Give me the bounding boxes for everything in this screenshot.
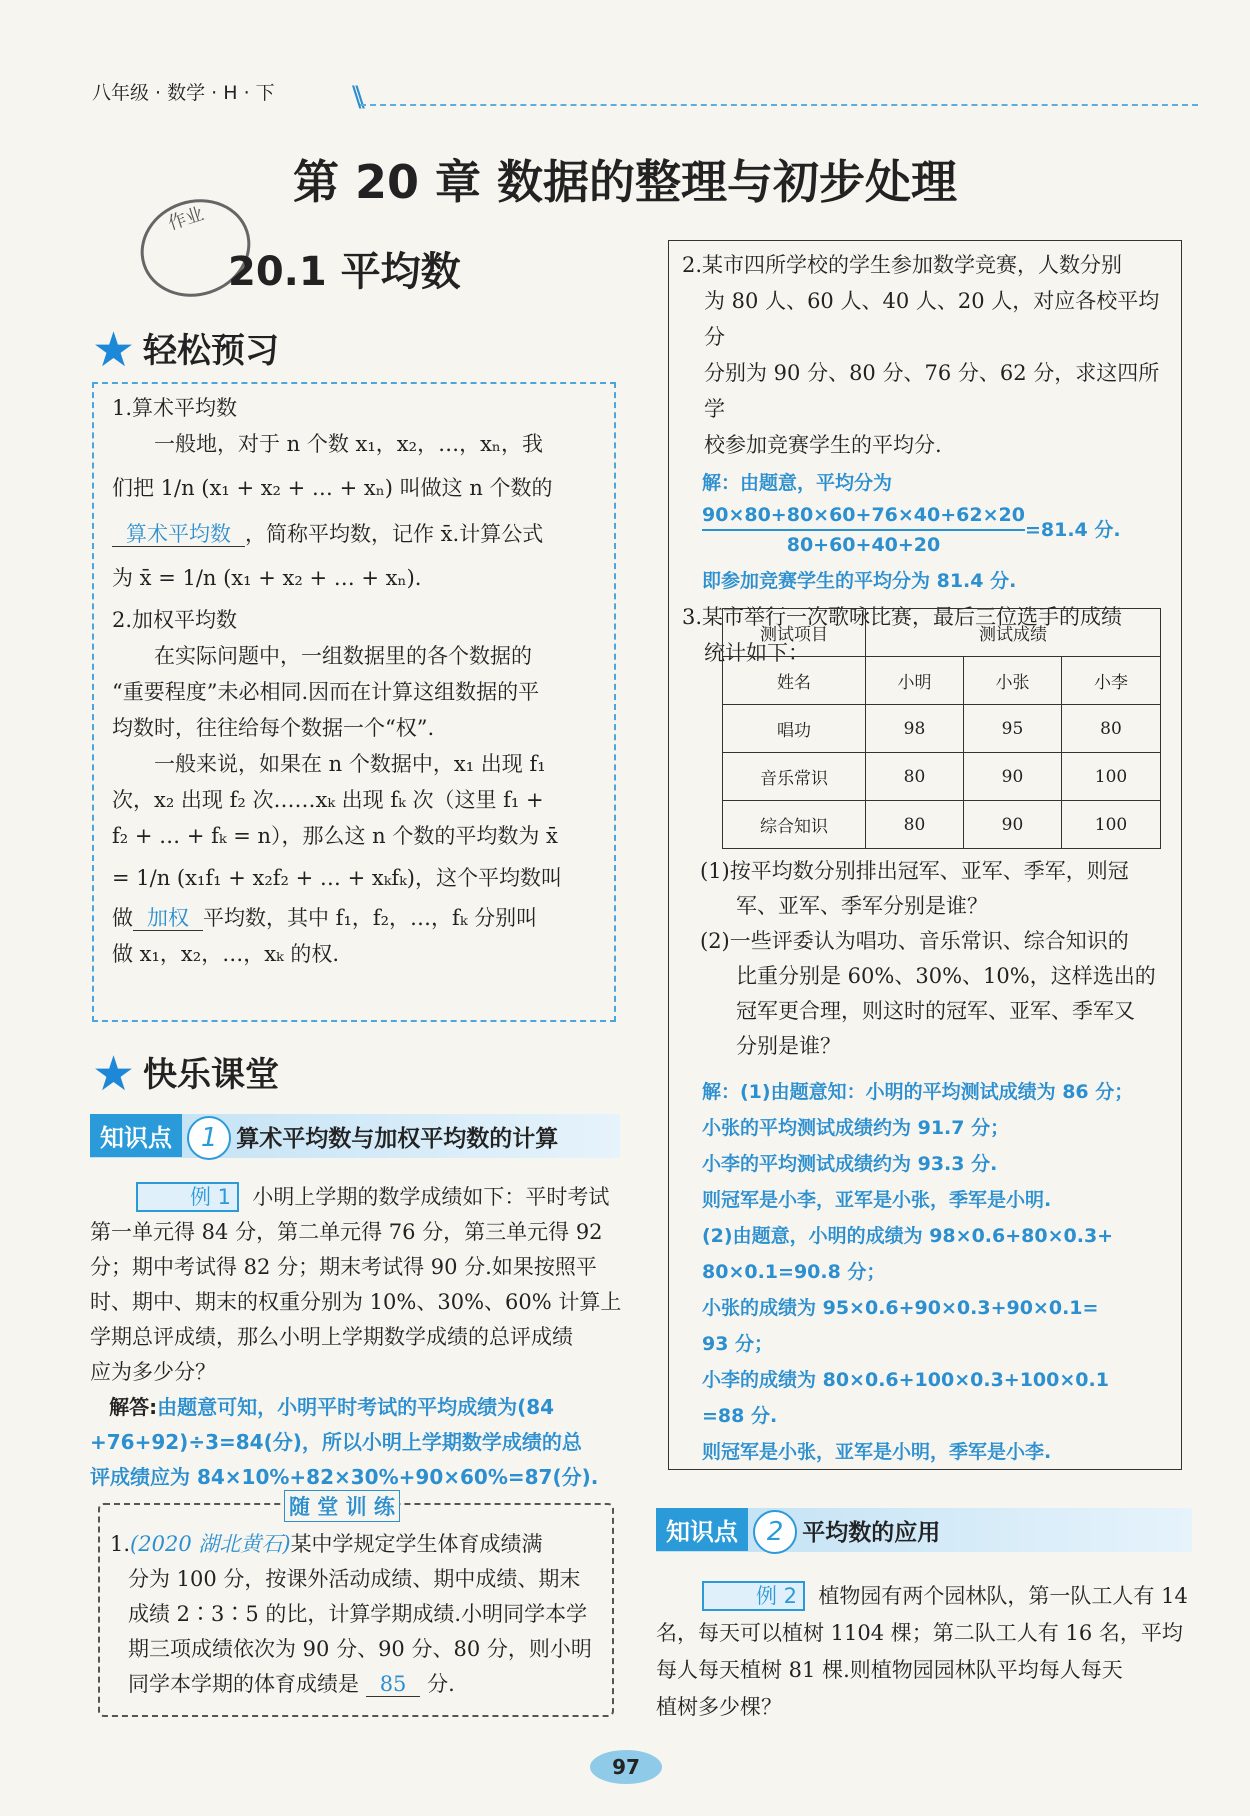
table-header-score: 测试成绩	[866, 609, 1161, 657]
arith-line-1: 一般地，对于 n 个数 x₁，x₂，…，xₙ，我	[154, 432, 544, 456]
practice-line-1: 1.(2020 湖北黄石)某中学规定学生体育成绩满	[110, 1532, 543, 1556]
page-number: 97	[590, 1750, 662, 1784]
q3-line-1: 3.某市举行一次歌咏比赛，最后三位选手的成绩	[682, 605, 1123, 629]
ex2-line-4: 植树多少棵？	[656, 1695, 782, 1719]
weighted-line-9: 做 x₁，x₂，…，xₖ 的权.	[112, 942, 340, 966]
preview-heading: ★ 轻松预习	[92, 322, 280, 378]
table-cell: 100	[1062, 753, 1161, 801]
practice-source: (2020 湖北黄石)	[130, 1532, 291, 1556]
table-row-label: 综合知识	[723, 801, 866, 849]
kp2-title: 平均数的应用	[802, 1520, 941, 1546]
q2-result: =81.4 分.	[1024, 519, 1121, 541]
q3-solution-6: 80×0.1=90.8 分；	[702, 1261, 886, 1283]
arith-line-2: 们把 1/n (x₁ + x₂ + … + xₙ) 叫做这 n 个数的	[112, 476, 553, 500]
example-2	[656, 1578, 1192, 1726]
table-cell: 95	[964, 705, 1062, 753]
ex1-answer-1: 解答:由题意可知，小明平时考试的平均成绩为(84	[109, 1395, 555, 1419]
ex2-line-3: 每人每天植树 81 棵.则植物园园林队平均每人每天	[656, 1658, 1123, 1682]
kp1-number: 1	[187, 1116, 231, 1160]
q3-solution-2: 小张的平均测试成绩约为 91.7 分；	[702, 1117, 1010, 1139]
kp1-tag: 知识点	[90, 1114, 182, 1157]
q2-line-4: 校参加竞赛学生的平均分.	[704, 433, 942, 457]
table-cell: 90	[964, 801, 1062, 849]
table-cell: 80	[1062, 705, 1161, 753]
table-cell: 100	[1062, 801, 1161, 849]
preview-content	[112, 390, 602, 972]
q3-part2-a: (2)一些评委认为唱功、音乐常识、综合知识的	[700, 929, 1129, 953]
fill-weighted: 加权	[133, 906, 203, 931]
question-3-parts	[700, 854, 1178, 1064]
practice-content	[110, 1527, 602, 1702]
table-header-name: 姓名	[723, 657, 866, 705]
table-row-label: 唱功	[723, 705, 866, 753]
ex1-line-6: 应为多少分？	[90, 1360, 216, 1384]
ex1-line-2: 第一单元得 84 分，第二单元得 76 分，第三单元得 92	[90, 1220, 603, 1244]
q2-line-3: 分别为 90 分、80 分、76 分、62 分，求这四所学	[704, 361, 1160, 421]
table-name-cell: 小张	[964, 657, 1062, 705]
kp2-tag: 知识点	[656, 1508, 748, 1551]
example-1	[90, 1180, 626, 1495]
q3-solution-5: (2)由题意，小明的成绩为 98×0.6+80×0.3+	[702, 1225, 1114, 1247]
q3-part1-a: (1)按平均数分别排出冠军、亚军、季军，则冠	[700, 859, 1129, 883]
section-title: 20.1 平均数	[228, 249, 461, 295]
ex2-line-2: 名，每天可以植树 1104 棵；第二队工人有 16 名，平均	[656, 1621, 1183, 1645]
q3-solution-11: 则冠军是小张，亚军是小明，季军是小李.	[702, 1441, 1052, 1463]
weighted-line-2: “重要程度”未必相同.因而在计算这组数据的平	[112, 680, 540, 704]
q3-solution-8: 93 分；	[702, 1333, 774, 1355]
q2-solution-2: 即参加竞赛学生的平均分为 81.4 分.	[702, 570, 1017, 592]
header-rule	[360, 104, 1198, 106]
classroom-heading: ★ 快乐课堂	[92, 1046, 280, 1102]
practice-line-3: 成绩 2∶3∶5 的比，计算学期成绩.小明同学本学	[128, 1602, 588, 1626]
ex1-line-5: 学期总评成绩，那么小明上学期数学成绩的总评成绩	[90, 1325, 573, 1349]
table-cell: 80	[866, 753, 964, 801]
q3-solution-1: 解：(1)由题意知：小明的平均测试成绩为 86 分；	[702, 1081, 1134, 1103]
q3-solution-9: 小李的成绩为 80×0.6+100×0.3+100×0.1	[702, 1369, 1109, 1391]
q3-solution-10: =88 分.	[702, 1405, 778, 1427]
kp2-bar	[656, 1508, 1192, 1552]
weighted-line-7: = 1/n (x₁f₁ + x₂f₂ + … + xₖfₖ)，这个平均数叫	[112, 866, 562, 890]
header-label: 八年级 · 数学 · H · 下	[92, 82, 275, 104]
fill-arith-mean: 算术平均数	[112, 522, 245, 547]
practice-line-5: 同学本学期的体育成绩是 85 分.	[128, 1672, 455, 1696]
table-cell: 90	[964, 753, 1062, 801]
ex1-line-4: 时、期中、期末的权重分别为 10%、30%、60% 计算上	[90, 1290, 622, 1314]
q3-solution-7: 小张的成绩为 95×0.6+90×0.3+90×0.1=	[702, 1297, 1099, 1319]
header-slash-decoration: \\	[352, 80, 359, 113]
q3-part2-b: 比重分别是 60%、30%、10%，这样选出的	[736, 964, 1156, 988]
ex1-line-1: 例 1 小明上学期的数学成绩如下：平时考试	[90, 1180, 626, 1215]
score-table	[722, 608, 1161, 849]
weighted-line-1: 在实际问题中，一组数据里的各个数据的	[154, 644, 532, 668]
q3-part1-b: 军、亚军、季军分别是谁？	[736, 894, 988, 918]
q2-numerator: 90×80+80×60+76×40+62×20	[702, 501, 1025, 531]
ex2-line-1: 例 2 植物园有两个园林队，第一队工人有 14	[656, 1578, 1192, 1615]
kp1-bar	[90, 1114, 620, 1158]
kp1-title: 算术平均数与加权平均数的计算	[236, 1126, 559, 1152]
q2-solution-1: 解：由题意，平均分为	[702, 472, 893, 494]
ex1-answer-2: +76+92)÷3=84(分)，所以小明上学期数学成绩的总	[90, 1430, 582, 1454]
practice-title: 随 堂 训 练	[284, 1490, 400, 1522]
practice-answer-fill: 85	[366, 1672, 421, 1697]
q3-solution-4: 则冠军是小李，亚军是小张，季军是小明.	[702, 1189, 1052, 1211]
table-row-label: 音乐常识	[723, 753, 866, 801]
weighted-line-3: 均数时，往往给每个数据一个“权”.	[112, 716, 435, 740]
weighted-line-5: 次，x₂ 出现 f₂ 次……xₖ 出现 fₖ 次（这里 f₁ +	[112, 788, 544, 812]
q3-solution-3: 小李的平均测试成绩约为 93.3 分.	[702, 1153, 998, 1175]
weighted-title: 2.加权平均数	[112, 608, 238, 632]
stamp-text: 作业	[165, 203, 207, 235]
table-cell: 98	[866, 705, 964, 753]
kp2-number: 2	[753, 1510, 797, 1554]
q2-fraction	[682, 501, 1178, 559]
practice-line-4: 期三项成绩依次为 90 分、90 分、80 分，则小明	[128, 1637, 592, 1661]
arith-line-4: 为 x̄ = 1/n (x₁ + x₂ + … + xₙ).	[112, 566, 422, 590]
table-header-item: 测试项目	[723, 609, 866, 657]
ex1-answer-3: 评成绩应为 84×10%+82×30%+90×60%=87(分).	[90, 1465, 599, 1489]
table-name-cell: 小明	[866, 657, 964, 705]
q2-line-2: 为 80 人、60 人、40 人、20 人，对应各校平均分	[704, 289, 1160, 349]
table-cell: 80	[866, 801, 964, 849]
q3-line-2: 统计如下：	[704, 641, 809, 665]
ex2-tag: 例 2	[702, 1581, 805, 1611]
weighted-line-4: 一般来说，如果在 n 个数据中，x₁ 出现 f₁	[154, 752, 546, 776]
star-icon: ★	[92, 1046, 136, 1102]
question-3-solution	[702, 1074, 1178, 1470]
q2-line-1: 2.某市四所学校的学生参加数学竞赛，人数分别	[682, 253, 1123, 277]
ex1-tag: 例 1	[136, 1182, 239, 1212]
ex1-line-3: 分；期中考试得 82 分；期末考试得 90 分.如果按照平	[90, 1255, 597, 1279]
practice-line-2: 分为 100 分，按课外活动成绩、期中成绩、期末	[128, 1567, 581, 1591]
table-row	[723, 753, 1161, 801]
arith-line-3: 算术平均数 ，简称平均数，记作 x̄.计算公式	[112, 516, 602, 552]
star-icon: ★	[92, 322, 136, 378]
table-name-cell: 小李	[1062, 657, 1161, 705]
table-row	[723, 705, 1161, 753]
weighted-line-8: 做 加权 平均数，其中 f₁，f₂，…，fₖ 分别叫	[112, 906, 538, 930]
chapter-title: 第 20 章 数据的整理与初步处理	[292, 155, 958, 209]
arith-title: 1.算术平均数	[112, 396, 238, 420]
q3-part2-c: 冠军更合理，则这时的冠军、亚军、季军又	[736, 999, 1135, 1023]
table-row	[723, 801, 1161, 849]
weighted-line-6: f₂ + … + fₖ = n），那么这 n 个数的平均数为 x̄	[112, 824, 558, 848]
q3-part2-d: 分别是谁？	[736, 1034, 841, 1058]
q2-denominator: 80+60+40+20	[786, 534, 941, 556]
